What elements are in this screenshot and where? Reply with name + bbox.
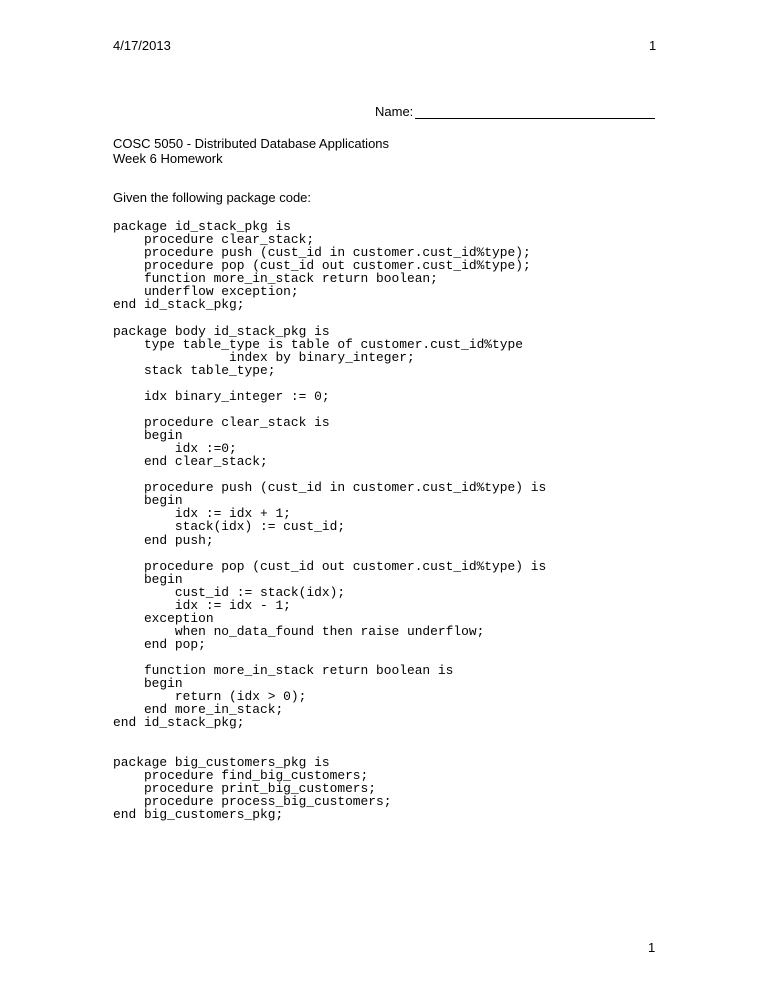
code-line: cust_id := stack(idx);	[113, 584, 346, 600]
code-line: end more_in_stack;	[113, 702, 284, 718]
footer-page-number: 1	[648, 940, 656, 955]
code-line: idx binary_integer := 0;	[113, 388, 330, 404]
code-line: procedure clear_stack;	[113, 232, 315, 248]
code-line	[113, 729, 546, 742]
code-line: stack(idx) := cust_id;	[113, 519, 346, 535]
code-line: end id_stack_pkg;	[113, 297, 245, 313]
code-line	[113, 377, 546, 390]
code-line: begin	[113, 676, 183, 692]
code-line: function more_in_stack return boolean;	[113, 271, 438, 287]
code-line: begin	[113, 428, 183, 443]
code-line	[113, 311, 546, 324]
code-line: underflow exception;	[113, 284, 299, 300]
code-line: procedure push (cust_id in customer.cust_id%type);	[113, 245, 531, 261]
code-line: package body id_stack_pkg is	[113, 323, 330, 339]
name-field	[375, 104, 655, 119]
code-line: package big_customers_pkg is	[113, 754, 330, 770]
intro-text: Given the following package code:	[113, 190, 312, 205]
name-blank-line	[415, 104, 655, 119]
code-line: end big_customers_pkg;	[113, 806, 284, 822]
code-line: procedure pop (cust_id out customer.cust_id%type) is	[113, 558, 547, 574]
code-line: procedure find_big_customers;	[113, 767, 369, 783]
code-line: procedure clear_stack is	[113, 414, 330, 430]
code-line: end push;	[113, 532, 214, 548]
name-label: Name:	[375, 104, 414, 119]
code-line	[113, 743, 546, 756]
code-block	[113, 220, 546, 821]
assignment-title: Week 6 Homework	[113, 151, 223, 166]
header-date: 4/17/2013	[113, 38, 171, 53]
code-line	[113, 403, 546, 416]
code-line: return (idx > 0);	[113, 689, 307, 705]
code-line: end pop;	[113, 637, 206, 652]
code-line: idx := idx - 1;	[113, 597, 291, 613]
code-line: procedure pop (cust_id out customer.cust_id%type);	[113, 258, 531, 274]
code-line: begin	[113, 493, 183, 509]
header-page-number: 1	[649, 38, 657, 53]
code-line: procedure print_big_customers;	[113, 780, 377, 796]
code-line: package id_stack_pkg is	[113, 219, 291, 234]
code-line: end id_stack_pkg;	[113, 715, 245, 731]
code-line: procedure push (cust_id in customer.cust_id%type) is	[113, 480, 547, 496]
code-line: type table_type is table of customer.cust_id%type	[113, 336, 523, 352]
code-line: idx :=0;	[113, 441, 237, 457]
code-line: end clear_stack;	[113, 454, 268, 470]
code-line: procedure process_big_customers;	[113, 793, 392, 809]
code-line: exception	[113, 610, 214, 626]
code-line: index by binary_integer;	[113, 349, 415, 365]
code-line: idx := idx + 1;	[113, 506, 291, 522]
code-line: when no_data_found then raise underflow;	[113, 623, 485, 639]
code-line	[113, 547, 546, 560]
code-line: begin	[113, 571, 183, 587]
code-line: function more_in_stack return boolean is	[113, 663, 454, 679]
course-heading	[113, 136, 389, 166]
code-line: stack table_type;	[113, 362, 276, 378]
course-title: COSC 5050 - Distributed Database Applications	[113, 136, 390, 151]
